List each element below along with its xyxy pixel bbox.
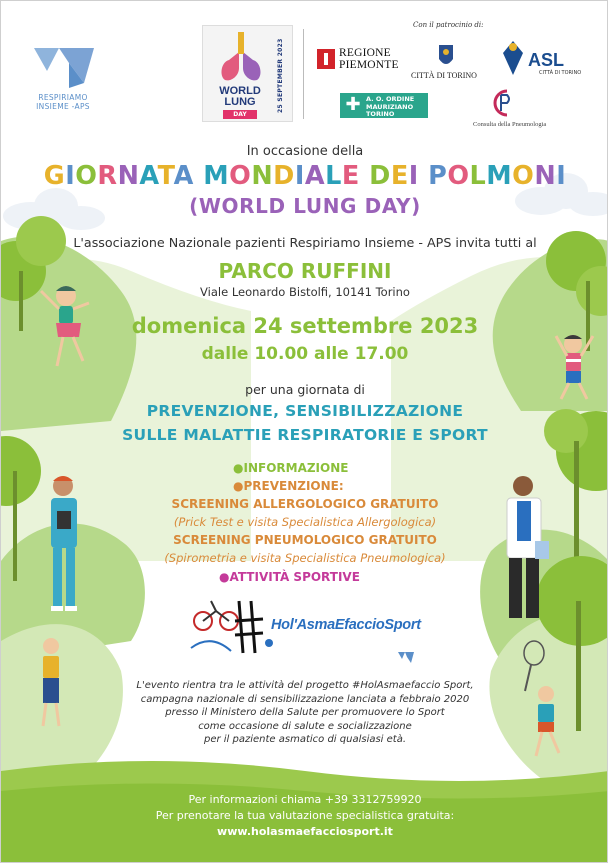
screening-pneumologico-sub: (Spirometria e visita Specialistica Pneumologica) xyxy=(164,551,446,565)
citta-torino-label: CITTÀ DI TORINO xyxy=(411,71,477,80)
bullet-icon: ● xyxy=(219,570,230,584)
mauriziano-label: A. O. ORDINE MAURIZIANO TORINO xyxy=(366,95,415,118)
event-date: domenica 24 settembre 2023 xyxy=(131,314,479,338)
world-lung-day-badge: DAY xyxy=(223,110,257,119)
sport-logo-graphic xyxy=(181,593,276,663)
invita-text: L'associazione Nazionale pazienti Respiriamo Insieme - APS invita tutti al xyxy=(73,235,537,250)
respiriamo-insieme-logo xyxy=(29,43,101,93)
consulta-pneumologia-icon xyxy=(489,87,515,119)
prevenzione-line-2: SULLE MALATTIE RESPIRATORIE E SPORT xyxy=(122,426,488,444)
giornata-word: DEI xyxy=(369,161,419,191)
list-item-informazione: ●INFORMAZIONE xyxy=(233,461,349,475)
parco-title: PARCO RUFFINI xyxy=(218,259,392,283)
respiriamo-small-logo xyxy=(397,651,415,665)
list-item-attivita-sportive: ●ATTIVITÀ SPORTIVE xyxy=(219,570,360,584)
list-item-prevenzione: ●PREVENZIONE: xyxy=(233,479,344,493)
header-divider xyxy=(303,29,304,119)
world-lung-day-logo xyxy=(202,25,293,122)
footer-website-link[interactable]: www.holasmaefacciosport.it xyxy=(217,825,393,838)
indirizzo-text: Viale Leonardo Bistolfi, 10141 Torino xyxy=(200,285,410,299)
asl-torino-icon xyxy=(501,39,525,77)
regione-piemonte-icon xyxy=(317,49,335,69)
mauriziano-logo xyxy=(340,93,428,118)
occasione-text: In occasione della xyxy=(246,144,364,159)
consulta-label: Consulta della Pneumologia xyxy=(473,121,547,128)
prevenzione-line-1: PREVENZIONE, SENSIBILIZZAZIONE xyxy=(146,402,464,420)
lungs-icon xyxy=(217,32,265,82)
giornata-word: POLMONI xyxy=(428,161,567,191)
world-lung-day-subtitle: (WORLD LUNG DAY) xyxy=(189,194,421,218)
screening-allergologico-sub: (Prick Test e visita Specialistica Allergologica) xyxy=(173,515,437,529)
event-hours: dalle 10.00 alle 17.00 xyxy=(201,344,409,364)
torino-crest-icon xyxy=(437,43,455,69)
asl-label: ASL xyxy=(528,50,564,70)
giornata-word: MONDIALE xyxy=(203,161,360,191)
sport-logo-text: Hol'AsmaEfaccioSport xyxy=(271,617,421,633)
bullet-icon: ● xyxy=(233,479,244,493)
world-lung-date: 25 SEPTEMBER 2023 xyxy=(277,38,284,114)
evento-description: L'evento rientra tra le attività del progetto #HolAsmaefaccio Sport, campagna nazionale di sensibilizzazione lanciata a febbraio 2020 presso il Ministero della Salute per promuovere lo Sport come occasione di salute e socializzazione per il paziente asmatico di qualsiasi età. xyxy=(136,680,474,745)
org-logo-text: RESPIRIAMO INSIEME -APS xyxy=(36,93,90,111)
bullet-icon: ● xyxy=(233,461,244,475)
screening-allergologico: SCREENING ALLERGOLOGICO GRATUITO xyxy=(171,497,439,511)
screening-pneumologico: SCREENING PNEUMOLOGICO GRATUITO xyxy=(173,533,437,547)
footer-info: Per informazioni chiama +39 3312759920 xyxy=(188,793,422,806)
asl-sublabel: CITTÀ DI TORINO xyxy=(539,70,582,76)
giornata-di-text: per una giornata di xyxy=(245,382,365,397)
mauriziano-cross-icon: ✚ xyxy=(345,94,361,115)
giornata-title xyxy=(1,161,608,191)
world-lung-title: WORLD LUNG xyxy=(219,85,261,108)
patrocinio-label: Con il patrocinio di: xyxy=(413,21,484,29)
regione-piemonte-label: REGIONE PIEMONTE xyxy=(339,47,399,71)
giornata-word: GIORNATA xyxy=(43,161,194,191)
footer-prenotare: Per prenotare la tua valutazione specialistica gratuita: xyxy=(155,809,455,822)
